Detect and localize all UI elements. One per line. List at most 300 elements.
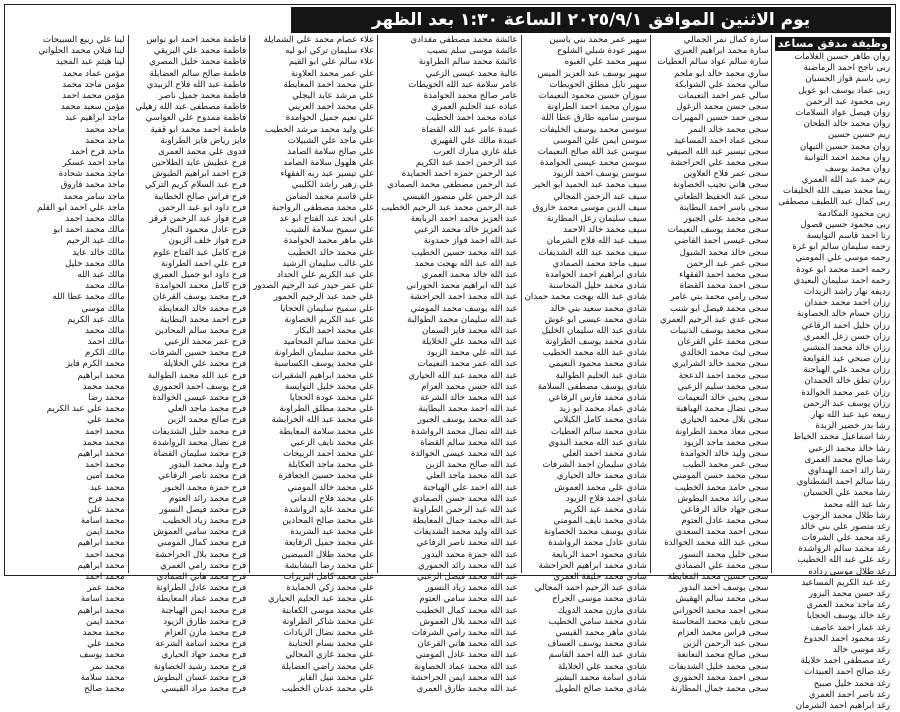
name-entry: محمد احمد <box>85 460 125 471</box>
name-entry: روان فيصل عواد السلامات <box>795 107 890 118</box>
name-entry: رزان حسام خالد الخصاونة <box>797 309 890 320</box>
name-entry: رزان خالد محمد المشني <box>802 342 890 353</box>
name-entry: سجى معاذ محمد الطراونة <box>675 426 769 437</box>
name-entry: سجى بلال محمد الحياري <box>680 415 769 426</box>
name-entry: فرح محمد رائد العتوم <box>169 493 247 504</box>
name-entry: عبد الله عبد الله بهجت محمد <box>414 258 518 269</box>
name-entry: محمد محمد <box>82 381 125 392</box>
name-entry: سالي محمد علي الشوابكة <box>674 79 769 90</box>
name-entry: شادي محمد علي الخلايلة <box>557 661 647 672</box>
name-entry: عبد الله حمزة محمد البدور <box>422 549 518 560</box>
name-entry: علي محمد عبد الله الخرابشة <box>271 415 375 426</box>
name-entry: رزان عمر محمد الخوالدة <box>801 387 890 398</box>
name-entry: محمد محمد <box>82 627 125 638</box>
name-list <box>775 52 890 712</box>
name-entry: رديفه نهار راشد الزيدات <box>803 286 890 297</box>
name-entry: فرح محمد فيصل النسور <box>159 504 247 515</box>
name-entry: مالك عبد الرحيم <box>66 236 125 247</box>
name-entry: فرح محمد خليل الشديفات <box>152 426 247 437</box>
name-entry: علي محمد رضا البشابشة <box>284 560 375 571</box>
name-entry: محمد احمد <box>85 549 125 560</box>
name-entry: فرح محمد سالم المحادين <box>154 325 247 336</box>
name-entry: رشا سالم احمد الشطناوي <box>796 477 890 488</box>
newspaper-page <box>4 4 896 711</box>
name-entry: فرح محمد رشيد الخصاونة <box>153 661 247 672</box>
name-entry: مالك موسى <box>81 303 125 314</box>
name-entry: فرح محمد هاني الصمادي <box>156 572 247 582</box>
name-entry: سجى محمد سالم الهقيش <box>675 594 769 605</box>
name-entry: شادي محمد احمد العلي <box>562 448 647 459</box>
name-entry: شادي عبد الله احمد القاسم <box>548 650 647 661</box>
name-entry: علي محمد احمد العريني <box>288 102 375 113</box>
name-entry: عبد الله وليد محمد الشديفات <box>413 527 518 538</box>
name-entry: رشا عبد الله محمد <box>823 499 890 510</box>
name-entry: علي وليد محمد مرشد الخطيب <box>265 124 375 135</box>
name-entry: شادي عبد الحليم الطوالبة <box>555 370 647 381</box>
name-entry: عبد الله محمد ماجد العلي <box>426 471 518 482</box>
name-entry: رزان خليل احمد الرفاعي <box>801 320 890 331</box>
name-entry: ريما محمد ضيف الله الخليفات <box>783 186 890 197</box>
name-entry: شادي محمد يوسف العساف <box>547 639 647 650</box>
name-entry: فرح محمد سليمان القضاة <box>153 448 247 459</box>
name-entry: فاطمة صالح سالم العضايلة <box>149 68 247 79</box>
name-entry: سيف الدين موسى محمد خازوق <box>532 202 647 213</box>
name-entry: فدوى علي محمد العمرى <box>158 146 247 157</box>
name-entry: فرح كامل محمد الحوامدة <box>155 281 247 292</box>
name-entry: مالك عبد الله <box>77 269 125 280</box>
name-entry: رغد ابراهيم احمد الشرمان <box>795 700 890 711</box>
name-entry: سيف محمد عبد الحميد ابو الخير <box>532 180 647 191</box>
name-entry: فرح محمد اسامة الشرعة <box>155 639 247 650</box>
name-entry: رغد محمد علي الشرفات <box>801 533 890 544</box>
name-entry: ماجد محمد فاروق <box>60 180 125 191</box>
name-entry: عبد الله خالد محمد العمري <box>421 269 518 280</box>
name-entry: سهير عمر محمد بني ياسين <box>549 35 647 45</box>
name-entry: سجى ليث محمد الخالدي <box>679 348 769 359</box>
name-columns <box>7 35 893 711</box>
name-entry: علي محمد سالم المحاميد <box>283 337 375 348</box>
name-entry: رحمه موسى علي المومني <box>795 253 890 264</box>
name-entry: محمد عبد <box>90 482 125 493</box>
name-entry: سوسن عبد الله صالح النعيمات <box>537 146 647 157</box>
name-entry: عبد الله محمد عبد الله الحياري <box>408 370 518 381</box>
name-entry: سيف محمد عبد الله الشديفات <box>538 247 647 258</box>
name-entry: عبد الله محمد رائد الحموري <box>418 560 518 571</box>
name-entry: محمد اسامة <box>80 594 125 605</box>
name-entry: محمد احمد <box>85 426 125 437</box>
name-entry: رشا رائد احمد الهنداوي <box>807 465 890 476</box>
name-entry: عبد الله احمد فواز حمدونة <box>423 236 518 247</box>
name-entry: رغد صالح احمد العبيدات <box>804 667 890 678</box>
name-entry: عبد الله محمد هاني القرعان <box>417 639 518 650</box>
page-title: يوم الاثنين الموافق ٢٠٢٥/٩/١ الساعة ١:٣٠ بعد الظهر <box>291 7 891 33</box>
name-entry: شادي عبد الرحيم احمد المجالي <box>534 583 647 594</box>
name-entry: سجى صالح محمد النعانعة <box>677 650 769 661</box>
name-entry: ماجد فرح احمد <box>70 146 125 157</box>
name-entry: علي محمد ابراهيم الشقيرات <box>271 370 375 381</box>
name-entry: علي محمد عودة الحجايا <box>289 393 375 403</box>
name-entry: رغد عمار احمد عاصف <box>810 622 890 633</box>
name-entry: عبد الله محمد علي الخلايلة <box>421 337 518 348</box>
name-entry: عبد الرحمن مصطفى محمد الصمادي <box>387 180 518 191</box>
name-entry: علي محمد عدنان الخطيب <box>281 683 375 694</box>
name-entry: سيف سليمان زعل المطارنة <box>546 214 647 224</box>
name-entry: عبد الله عمر محمد النعيمات <box>417 359 518 370</box>
name-column <box>249 35 377 694</box>
name-entry: سوسن ايمن علي الموسى <box>553 135 647 146</box>
name-entry: علي صالح سلامة الصامد <box>287 146 375 157</box>
name-entry: سجى احمد محمد السعدي <box>675 527 769 538</box>
name-entry: شادي ابراهيم احمد الحوامدة <box>545 269 647 280</box>
name-entry: محمد علي <box>87 639 125 650</box>
name-entry: رغد منصور علي بني خالد <box>800 521 890 532</box>
name-entry: فرح عطيش عايد الطلاحين <box>151 158 247 169</box>
name-entry: لينا هيثم عبد المجيد <box>55 57 125 68</box>
name-entry: عبد الله محمد احمد الحراحشة <box>409 292 518 303</box>
name-entry: شادي عبد الله سليمان الخليل <box>541 325 647 336</box>
name-entry: سجى محمد سليم الزعبي <box>677 381 769 392</box>
name-entry: سجى عبد الحفيظ الطعاني <box>674 191 769 202</box>
name-entry: سجى احمد محمد الحموري <box>672 672 769 683</box>
name-entry: محمد ابراهيم <box>77 448 125 459</box>
name-entry: سجى هاني نجيب الخصاونة <box>672 180 769 191</box>
name-entry: عبد الله محمد زياد النسور <box>425 583 518 594</box>
name-entry: فرح يوسف احمد الحموري <box>152 381 247 392</box>
name-entry: سارة سالم عواد سالم العطيات <box>657 57 769 68</box>
name-entry: رزان محمد علي الهياجنة <box>803 365 890 376</box>
name-entry: رشا اسماعيل محمد الخياط <box>793 432 890 443</box>
name-entry: علي عمر حيدر عبد الرحيم الصدور <box>253 281 375 292</box>
name-entry: عبد الله محمد عادل المومني <box>415 650 518 661</box>
name-entry: مؤمن سعيد محمد <box>60 102 125 113</box>
name-entry: فرح كامل عبد الفتاح علوم <box>152 247 247 258</box>
name-entry: رغد طلال موسى رداده <box>808 566 890 577</box>
name-entry: سيف محمد خالد الاحمد <box>563 225 647 236</box>
name-column <box>7 35 128 694</box>
name-entry: سجى محمد خالد الشرايري <box>671 359 769 370</box>
name-entry: سجى احمد محمد القضاة <box>679 281 769 292</box>
name-entry: سجى محمد علي الصمادي <box>674 560 769 571</box>
name-entry: علي محمد خالد المومني <box>287 482 375 493</box>
name-entry: علي محمد عايد الرواشدة <box>284 504 375 515</box>
name-entry: عبد الله ابراهيم محمد الحوراني <box>406 281 518 292</box>
name-entry: فرح محمد سامي العموش <box>153 527 247 538</box>
name-entry: شادي عماد محمد ابو زيد <box>559 404 647 415</box>
name-entry: علاء سليمان تركي ابو ليه <box>285 46 375 57</box>
name-entry: رغد حسن محمد البزور <box>808 589 890 599</box>
name-entry: عبد الرحمن حمزه احمد الحمايدة <box>401 169 518 180</box>
name-entry: شادي محمد سامي الخطيب <box>548 616 647 627</box>
name-entry: فاطمة احمد محمد ابو قفية <box>150 124 247 135</box>
name-entry: رشا بدر خضير الزبدة <box>815 421 890 432</box>
name-entry: شادي محمد نايف المومني <box>553 516 647 527</box>
name-entry: علي محمد خليل النوايسة <box>284 381 375 392</box>
name-column <box>650 35 772 694</box>
name-entry: عائشة محمد سالم الطراونة <box>418 57 518 68</box>
name-entry: محمد رضا <box>88 393 125 403</box>
name-entry: سجى محمد ماجد الزيود <box>683 437 769 448</box>
name-entry: محمد ابراهيم <box>77 605 125 616</box>
name-entry: علي محمد طلال المبيضين <box>281 549 375 560</box>
name-entry: ماجد احمد عسكر <box>62 158 125 169</box>
name-entry: رغد عبد الكريم المساعيد <box>801 577 890 588</box>
name-entry: رشا خالد محمد الزعبي <box>808 443 890 454</box>
name-entry: شادي ماهر محمد القيسي <box>555 627 647 638</box>
name-entry: سجى نضال محمد الهباهبة <box>676 404 769 415</box>
name-list <box>132 35 247 695</box>
name-entry: فرح محمد طارق الزيود <box>163 616 247 627</box>
name-entry: علي سميح سلامة الشيب <box>285 225 375 236</box>
name-entry: محمد علي <box>87 415 125 426</box>
name-entry: عبد الله محمد خالد الشرعة <box>420 393 518 403</box>
name-entry: علي قاسم محمد الضامن <box>285 191 375 202</box>
name-entry: فرح داود ابو عبد الرحمن <box>158 202 247 213</box>
name-entry: علي محمد كامل البريزات <box>283 572 375 582</box>
name-entry: فرح محمد يوسف القرعان <box>152 292 247 303</box>
name-entry: علي محمد فلاح الدماني <box>290 493 375 504</box>
name-entry: فرح محمد علي الخلايلة <box>163 359 247 370</box>
name-entry: علي ماجد علي الشبيلات <box>287 135 375 146</box>
section-heading: وظيفة مدقق مساعد <box>775 37 890 51</box>
name-entry: مالك خالد عايد <box>72 247 125 258</box>
name-entry: سارة كمال نمر الجمالي <box>683 35 769 45</box>
name-entry: رغد ناصر احمد العمري <box>808 689 890 700</box>
name-entry: سجى حامد محمد الخطيب <box>674 482 769 493</box>
name-entry: عبد الله محمد رامي الشرفات <box>411 627 518 638</box>
name-entry: سجى محمد جمال المطارنة <box>670 683 769 694</box>
name-entry: فاطمة محمد جميل ناصر <box>158 90 247 101</box>
name-entry: فرح محمد بلال الحراحشة <box>154 549 247 560</box>
name-entry: عبد العزيز خالد محمد الزعبي <box>414 225 518 236</box>
name-entry: سجى حمد حسين المهيرات <box>671 113 769 124</box>
name-entry: عبلة غازي مبارك العرب <box>433 146 518 157</box>
name-entry: شادي عبد الله محمد الخطيب <box>542 348 647 359</box>
name-entry: عائشة محمد مصطفى مقدادي <box>410 35 518 45</box>
name-entry: شادي محمود احمد الربابعة <box>551 549 647 560</box>
name-entry: سجى رائد محمد البطوش <box>677 493 769 504</box>
name-entry: سجى تيسير عبد الله الصيفي <box>666 146 769 157</box>
name-entry: ريم حمد عبد الله العمري <box>801 175 890 186</box>
name-entry: فرح نضال محمد الرواشدة <box>152 437 247 448</box>
name-entry: علي محمد بسام الحناينة <box>287 639 375 650</box>
name-entry: لينا قبلان محمد الحلواني <box>38 46 125 57</box>
name-entry: رحمه سليمان سالم ابو غرة <box>792 242 890 253</box>
name-entry: علي عبد الكريم علي الحداد <box>276 269 375 280</box>
name-entry: علي زهير راشد الكليبي <box>291 180 375 191</box>
name-entry: فرح عبد السلام كريم التركي <box>144 180 247 191</box>
name-entry: علي محمد سلامة المعايطة <box>278 426 375 437</box>
name-entry: سجى رامي محمد بني عامر <box>670 292 769 303</box>
name-entry: فرح احمد محمد البطاينة <box>159 314 247 325</box>
name-entry: سجى ياسر احمد البطاينة <box>679 202 769 213</box>
name-entry: عبد الله محمد يوسف الجبور <box>417 415 518 426</box>
name-entry: روان محمد خالد الطحان <box>803 119 890 130</box>
name-entry: فرح محمد ماجد العلي <box>167 404 247 415</box>
name-entry: ريم حسين حسين <box>828 130 890 141</box>
name-entry: عبد الرحمن علي منصور القيسي <box>402 191 518 202</box>
name-entry: رنا احمد قاسم النوايسة <box>806 231 890 241</box>
name-entry: لينا علي ربيع السبيحات <box>43 35 125 45</box>
name-entry: علي عبد الكريم الخصاونة <box>284 314 375 325</box>
name-entry: علاء عصام محمد علي الشمايلة <box>263 35 375 45</box>
name-entry: مالك احمد <box>87 337 125 348</box>
name-entry: فاطمة ممدوح علي العواسي <box>145 113 247 124</box>
name-entry: سهير نايل مطلق الحويطات <box>549 79 647 90</box>
name-entry: عبد الله يوسف محمد المومني <box>410 303 518 314</box>
name-entry: علي هلهول سلامة الصامد <box>283 158 375 169</box>
name-entry: محمد علي <box>87 504 125 515</box>
name-entry: عبد الله محمد ايمن الحراحشة <box>410 672 518 683</box>
name-entry: رشا صالح محمد العمرى <box>804 454 890 465</box>
name-entry: ماجد علي احمد ابو القلم <box>37 202 125 213</box>
name-entry: فرح محمد رامي العمري <box>160 560 247 571</box>
name-entry: شادي عبد الله محمد البدوي <box>548 437 647 448</box>
name-entry: محمد ابراهيم <box>77 538 125 549</box>
name-entry: مؤمن محمد احمد <box>62 90 125 101</box>
name-entry: رزان نطق خالد الحمدان <box>804 376 890 387</box>
name-entry: فرح محمد ناصر الرفاعي <box>158 471 247 482</box>
name-entry: عبد الله سليمان محمد الطوالبة <box>407 314 518 325</box>
name-entry: فرح محمد عادل الطراونة <box>155 583 247 594</box>
name-entry: رزان حسن زعل العمري <box>803 331 890 342</box>
name-entry: سوسن محمد يوسف الخليفات <box>539 124 647 135</box>
name-entry: علاء سالم علي ابو القيم <box>288 57 375 68</box>
name-entry: عبد الله محمد ناصر الرفاعي <box>416 538 518 549</box>
name-entry: شادي محمد عيسى ابو غوش <box>544 314 647 325</box>
name-entry: محمد الكرم فايز <box>65 359 125 370</box>
name-entry: رحمه احمد سليمان البعيدي <box>793 275 890 286</box>
name-entry: علي محمد راضي العضايلة <box>281 661 375 672</box>
name-entry: عبد الله محمد فايز السمان <box>421 325 518 336</box>
name-entry: عالية محمد عيسى الزغبي <box>425 68 518 79</box>
name-entry: عباده عبد الحليم العمري <box>431 102 518 113</box>
name-entry: علي محمد نايف الزعبي <box>290 437 375 448</box>
name-entry: شادي محمد فارس الرفاعي <box>548 393 647 403</box>
name-list <box>381 35 517 695</box>
name-entry: فرح علي احمد الطراونة <box>160 258 247 269</box>
name-entry: عبد الله محمد حسن الصمادي <box>412 493 518 504</box>
name-entry: شادي محمد خالد الحياري <box>556 471 647 482</box>
name-entry: علي حمد عبد الرحيم الحمور <box>273 292 375 303</box>
name-entry: سارة محمد ابراهيم العبري <box>674 46 769 57</box>
name-entry: علي محمد خالد الخطيب <box>287 247 375 258</box>
name-entry: شادي محمد يوسف الطراونة <box>545 337 647 348</box>
name-entry: ربيعه عيد عبد الله نهار <box>811 410 890 420</box>
name-entry: ربى ناجح احمد الرماضنة <box>803 63 890 74</box>
name-entry: سجى خليل محمد النسور <box>679 549 769 560</box>
name-entry: سجى خالد محمد الشبول <box>679 247 769 258</box>
name-entry: سجى عبد الرحمن الزبن <box>682 639 769 650</box>
name-entry: سجى عدي عبد الرحيم العمري <box>660 314 769 325</box>
name-entry: سجى محمد احمد الدعجة <box>678 370 769 381</box>
name-entry: سجى احمد محمد الحوراني <box>672 605 769 616</box>
name-entry: سجى محمد علي الحراحشة <box>670 158 769 169</box>
name-entry: فرح محمد حسين الشرفات <box>149 348 247 359</box>
name-entry: عبد الله محمد عماد الخصاونة <box>414 661 518 672</box>
name-entry: فرح احمد ابراهيم الطبوش <box>152 169 247 180</box>
name-entry: سجى محمد احمد الفقهاء <box>679 269 769 280</box>
name-entry: سوزان محمد احمد الطراونة <box>546 102 647 113</box>
name-entry: روان محمد يوسف <box>824 163 890 174</box>
name-entry: ربى محمود عبد الرحمن <box>805 96 890 107</box>
name-entry: فاطمة عبد الله فلاح الزبيدي <box>146 79 247 90</box>
name-entry: ماجد سامر محمد <box>63 191 125 202</box>
name-entry: عبيدة مالك علي الفهيري <box>430 135 518 146</box>
name-entry: عبد العزيز محمد احمد الربابعة <box>410 214 518 224</box>
name-entry: محمد ابراهيم <box>77 560 125 571</box>
name-entry: شادي علي محمد العموش <box>554 482 647 493</box>
name-entry: شادي سليمان احمد الشرفات <box>542 460 647 471</box>
name-entry: ماجد ابراهيم عبد <box>65 113 125 124</box>
name-entry: روان طاهر حسين الغلامات <box>794 52 890 62</box>
name-entry: عبد الله محمد كمال الخطيب <box>415 605 518 616</box>
name-entry: علي محمد يوسف الكساسبة <box>273 359 375 370</box>
name-entry: سجى عبد الله محمد الخوالدة <box>664 538 769 549</box>
name-entry: سيف ماجد محمد الصمادي <box>552 258 647 269</box>
name-entry: علي محمد ماجد العكايلة <box>287 460 375 471</box>
name-entry: محمد امين <box>86 471 125 482</box>
name-entry: عبد الله صالح محمد الزبن <box>425 460 518 471</box>
name-entry: شادي محمد صالح الطويل <box>555 683 647 694</box>
name-column <box>771 35 893 711</box>
name-entry: فرح فراس صالح الخطايبة <box>153 191 247 202</box>
name-entry: علي محمد عيد الشريدة <box>290 527 375 538</box>
name-entry: فرح محمد ايمن الهياجنة <box>160 605 247 616</box>
name-entry: علي محمد غازي المجالي <box>285 650 375 661</box>
name-entry: عبد الله احمد محمد البطاينة <box>418 404 518 415</box>
name-entry: سجى عمر عبد الرحمن <box>686 258 769 269</box>
name-entry: محمد نمر <box>90 661 125 672</box>
name-entry: فرح فواز خلف الزيون <box>168 236 247 247</box>
name-entry: مالك محمد احمد ابو <box>53 225 125 236</box>
name-entry: سجى محمد علي الجبور <box>683 214 769 224</box>
name-entry: سجى حسين محمد المعايطة <box>667 572 769 582</box>
name-entry: محمد احمد <box>85 572 125 582</box>
name-entry: سجى عماد احمد المساعيد <box>674 135 769 146</box>
name-entry: محمد صالح <box>84 683 125 694</box>
name-entry: عبد الله محمد طارق العمري <box>416 683 518 694</box>
name-entry: سجى محمد علي القرعان <box>677 337 769 348</box>
name-list <box>654 35 769 695</box>
name-column <box>521 35 650 694</box>
name-entry: فرح فواز عبد الرحمن قرقز <box>149 214 247 224</box>
name-list <box>253 35 374 695</box>
name-entry: سجى وليد خالد الحوامدة <box>680 448 769 459</box>
name-entry: رغد محمود احمد الجدوع <box>803 633 890 644</box>
name-entry: عباده محمد احمد الخطيب <box>425 113 518 124</box>
name-entry: شادي عادل محمد الرواشدة <box>548 538 647 549</box>
name-entry: شادي يوسف مصطفى السلامة <box>537 381 647 392</box>
name-entry: عبد الله محمد سالم القضاة <box>420 437 518 448</box>
name-entry: فرح عبد الله محمد الطوالبة <box>147 370 247 381</box>
name-entry: ربى باسم فواز الحسبان <box>805 74 890 85</box>
name-entry: شادي محمد خليفة العمري <box>553 572 647 582</box>
name-entry: رغد موسى خالد <box>832 644 890 655</box>
name-entry: سجى محمد خالد النمر <box>688 124 769 135</box>
name-entry: ماجد محمد <box>85 124 125 135</box>
name-entry: مؤمن عماد محمد <box>62 68 125 79</box>
name-entry: سالي عمر احمد النعيمات <box>678 90 769 101</box>
name-entry: علي محمد احمد البكار <box>295 325 375 336</box>
name-entry: محمد ايمن <box>85 527 125 538</box>
name-entry: سجى نايف محمد المحاسنة <box>671 616 769 627</box>
name-entry: فاطمة مصطفى عبد الله زهيلي <box>135 102 247 113</box>
name-entry: رزان احمد محمد حمدان <box>804 298 890 309</box>
name-list <box>10 35 125 695</box>
name-entry: ربى محمود حسين قصول <box>800 219 890 230</box>
name-entry: محمد اسامة <box>80 516 125 527</box>
name-entry: مؤمن ماجد محمد <box>62 79 125 90</box>
